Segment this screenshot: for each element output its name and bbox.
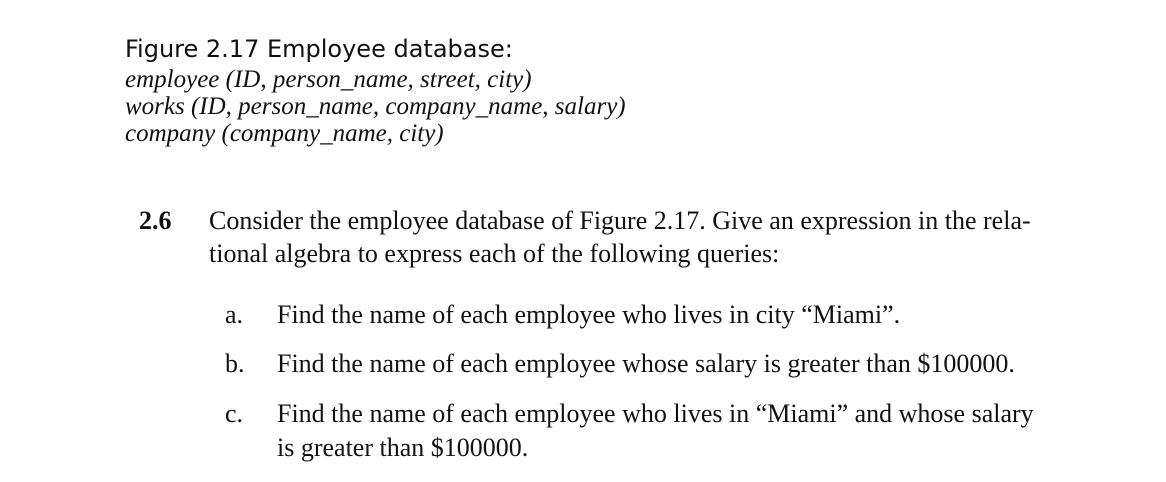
- exercise-number: 2.6: [139, 206, 172, 235]
- query-letter: c.: [225, 399, 244, 428]
- exercise-prompt-line: Consider the employee database of Figure 2.17. Give an expression in the rela-: [209, 206, 1031, 235]
- query-text: [277, 397, 1034, 465]
- query-text-line: Find the name of each employee who lives in city “Miami”.: [277, 300, 901, 329]
- query-text-line: Find the name of each employee who lives in “Miami” and whose salary: [277, 399, 1034, 428]
- query-text-line: Find the name of each employee whose salary is greater than $100000.: [277, 349, 1015, 378]
- query-letter: b.: [225, 349, 245, 378]
- query-text: [277, 347, 1015, 381]
- figure-title: Figure 2.17 Employee database:: [125, 35, 513, 63]
- schema-company: company (company_name, city): [125, 120, 444, 147]
- query-text: [277, 298, 900, 332]
- figure-caption-block: [125, 32, 626, 147]
- exercise-prompt: [209, 204, 1109, 270]
- exercise-prompt-line: tional algebra to express each of the following queries:: [209, 239, 780, 268]
- query-letter: a.: [225, 300, 244, 329]
- query-text-line: is greater than $100000.: [277, 433, 529, 462]
- schema-employee: employee (ID, person_name, street, city): [125, 66, 532, 93]
- schema-works: works (ID, person_name, company_name, salary): [125, 93, 626, 120]
